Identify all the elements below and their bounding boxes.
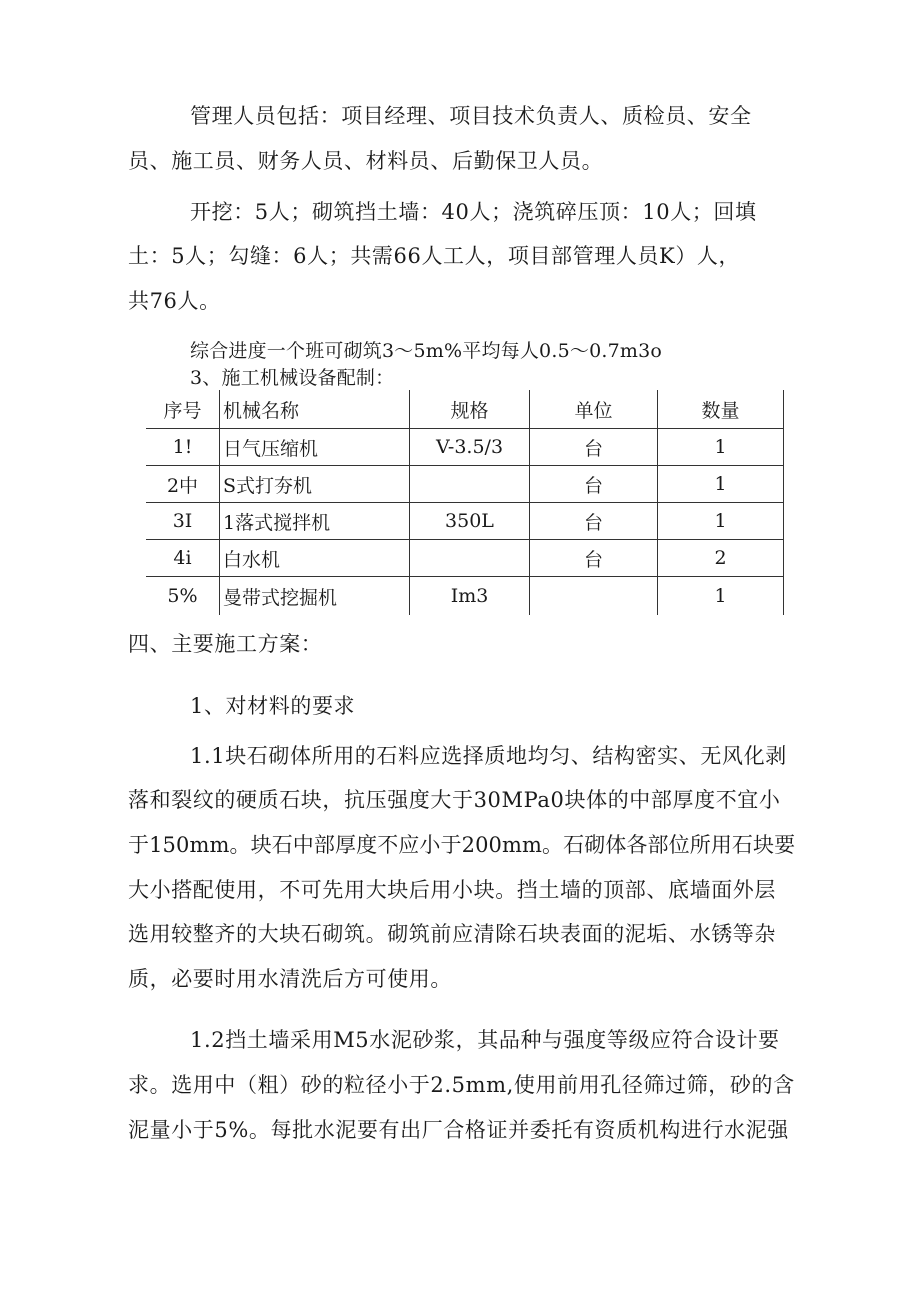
p11-line-2: 落和裂纹的硬质石块，抗压强度大于30MPa0块体的中部厚度不宜小 [128, 788, 781, 812]
p11-line-6: 质，必要时用水清洗后方可使用。 [128, 967, 452, 991]
row-number: 3I [146, 503, 220, 540]
staff-line-2: 员、施工员、财务人员、材料员、后勤保卫人员。 [128, 149, 604, 173]
row-spec: Im3 [410, 577, 530, 616]
row-machine-name: 曼带式挖掘机 [220, 577, 410, 616]
row-quantity: 1 [658, 429, 784, 466]
row-unit: 台 [530, 466, 658, 503]
labor-line-3: 共76人。 [128, 289, 221, 313]
p11-line-3: 于150mm。块石中部厚度不应小于200mm。石砌体各部位所用石块要 [128, 833, 796, 857]
p12-line-1: 1.2挡土墙采用M5水泥砂浆，其品种与强度等级应符合设计要 [190, 1028, 780, 1052]
row-unit [530, 577, 658, 616]
row-quantity: 1 [658, 466, 784, 503]
row-quantity: 1 [658, 577, 784, 616]
p11-line-1: 1.1块石砌体所用的石料应选择质地均匀、结构密实、无风化剥 [190, 744, 787, 768]
row-machine-name: 1落式搅拌机 [220, 503, 410, 540]
table-row [146, 577, 784, 616]
p11-line-5: 选用较整齐的大块石砌筑。砌筑前应清除石块表面的泥垢、水锈等杂 [128, 922, 776, 946]
progress-line: 综合进度一个班可砌筑3～5m%平均每人0.5～0.7m3o [190, 340, 663, 362]
row-unit: 台 [530, 503, 658, 540]
header-number: 序号 [146, 390, 220, 429]
p11-line-4: 大小搭配使用，不可先用大块后用小块。挡土墙的顶部、底墙面外层 [128, 878, 776, 902]
labor-line-1: 开挖：5人；砌筑挡土墙：40人；浇筑碎压顶：10人；回填 [190, 200, 757, 224]
row-machine-name: S式打夯机 [220, 466, 410, 503]
row-number: 2中 [146, 466, 220, 503]
p12-line-3: 泥量小于5%。每批水泥要有出厂合格证并委托有资质机构进行水泥强 [128, 1118, 789, 1142]
row-number: 5% [146, 577, 220, 616]
row-unit: 台 [530, 429, 658, 466]
equipment-table [146, 390, 784, 615]
row-spec: V-3.5/3 [410, 429, 530, 466]
staff-line-1: 管理人员包括：项目经理、项目技术负责人、质检员、安全 [190, 104, 752, 128]
row-spec [410, 540, 530, 577]
labor-line-2: 土：5人；勾缝：6人；共需66人工人，项目部管理人员K）人， [128, 244, 741, 268]
row-unit: 台 [530, 540, 658, 577]
row-spec [410, 466, 530, 503]
row-number: 1! [146, 429, 220, 466]
row-quantity: 1 [658, 503, 784, 540]
p12-line-2: 求。选用中（粗）砂的粒径小于2.5mm,使用前用孔径筛过筛，砂的含 [128, 1073, 795, 1097]
row-machine-name: 白水机 [220, 540, 410, 577]
table-row [146, 466, 784, 503]
subsection-1-heading: 1、对材料的要求 [190, 694, 356, 718]
table-header-row [146, 390, 784, 429]
row-quantity: 2 [658, 540, 784, 577]
row-machine-name: 日气压缩机 [220, 429, 410, 466]
table-row [146, 503, 784, 540]
section-4-heading: 四、主要施工方案： [128, 632, 323, 656]
header-machine-name: 机械名称 [220, 390, 410, 429]
header-quantity: 数量 [658, 390, 784, 429]
equipment-heading: 3、施工机械设备配制： [190, 367, 395, 389]
header-unit: 单位 [530, 390, 658, 429]
header-spec: 规格 [410, 390, 530, 429]
row-spec: 350L [410, 503, 530, 540]
table-row [146, 429, 784, 466]
table-row [146, 540, 784, 577]
row-number: 4i [146, 540, 220, 577]
